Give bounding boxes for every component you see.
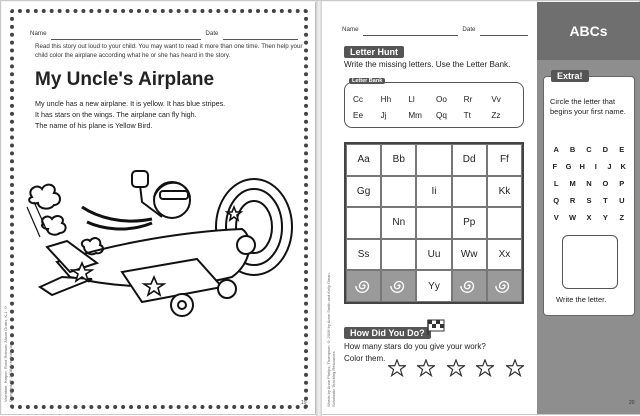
grid-cell-blank[interactable]: [381, 176, 416, 208]
grid-cell: Ii: [416, 176, 451, 208]
alphabet-row: [548, 179, 630, 188]
grid-cell: Kk: [487, 176, 522, 208]
name-label: Name: [30, 30, 47, 37]
letter-bank-box: [344, 78, 524, 128]
grid-cell-blank[interactable]: [346, 207, 381, 239]
alphabet-letter[interactable]: M: [569, 179, 576, 188]
story-line: It has stars on the wings. The airplane can fly high.: [35, 110, 197, 119]
alphabet-row: [548, 162, 630, 171]
alphabet-letter[interactable]: E: [619, 145, 625, 154]
grid-cell: Ww: [452, 239, 487, 271]
story-line: The name of his plane is Yellow Bird.: [35, 121, 153, 130]
how-did-instruction: Color them.: [344, 354, 386, 363]
swirl-cell: [452, 270, 487, 302]
how-did-question: How many stars do you give your work?: [344, 342, 486, 351]
grid-cell-blank[interactable]: [416, 207, 451, 239]
left-page-number: 19: [301, 400, 307, 406]
date-field[interactable]: [223, 39, 298, 40]
grid-cell: Xx: [487, 239, 522, 271]
swirl-cell: [381, 270, 416, 302]
date-label: Date: [205, 30, 219, 37]
rating-star-icon[interactable]: [506, 359, 524, 377]
write-letter-box[interactable]: [562, 235, 618, 289]
alphabet-letter[interactable]: N: [586, 179, 592, 188]
bank-letter: Tt: [463, 111, 471, 120]
extra-alphabet: [548, 145, 630, 230]
alphabet-letter[interactable]: H: [579, 162, 585, 171]
grid-cell: Nn: [381, 207, 416, 239]
grid-cell: Dd: [452, 144, 487, 176]
alphabet-letter[interactable]: B: [569, 145, 576, 154]
abcs-tab: ABCs: [537, 2, 640, 60]
bank-letter: Jj: [380, 111, 387, 120]
bank-letter: Mm: [408, 111, 422, 120]
grid-cell-blank[interactable]: [452, 176, 487, 208]
alphabet-letter[interactable]: J: [607, 162, 612, 171]
instructions: Read this story out loud to your child. You may want to read it more than one time. Then help your child color the airplane according what he or she has heard in the story.: [35, 43, 303, 60]
rating-stars: [388, 359, 531, 382]
right-page: [322, 2, 640, 414]
extra-badge: Extra!: [551, 70, 589, 82]
rating-star-icon[interactable]: [417, 359, 435, 377]
alphabet-letter[interactable]: L: [553, 179, 559, 188]
name-label: Name: [342, 26, 359, 33]
grid-cell: Uu: [416, 239, 451, 271]
bank-letter: Ll: [408, 95, 415, 104]
alphabet-letter[interactable]: W: [569, 213, 577, 222]
grid-cell: Ff: [487, 144, 522, 176]
alphabet-row: [548, 196, 630, 205]
name-field[interactable]: [51, 39, 201, 40]
extra-instruction: Circle the letter that begins your first name.: [550, 97, 626, 116]
alphabet-row: [548, 145, 630, 154]
story-text: [35, 98, 305, 131]
left-side-credit: Valentine, Harper, Rona Robson: Alison Grabs, K-1 © Compiled © 2008 Scholastic Inc.: [3, 305, 13, 402]
alphabet-letter[interactable]: S: [586, 196, 592, 205]
swirl-icon: [495, 277, 513, 295]
bank-letter: Qq: [435, 111, 447, 120]
alphabet-letter[interactable]: X: [586, 213, 592, 222]
grid-cell: Bb: [381, 144, 416, 176]
grid-cell: Yy: [416, 270, 451, 302]
grid-cell: Pp: [452, 207, 487, 239]
alphabet-letter[interactable]: Q: [553, 196, 560, 205]
letter-hunt-instruction: Write the missing letters. Use the Letter Bank.: [344, 60, 511, 69]
alphabet-letter[interactable]: P: [619, 179, 625, 188]
letter-bank-grid: [353, 95, 519, 120]
grid-cell-blank[interactable]: [416, 144, 451, 176]
write-letter-label: Write the letter.: [556, 295, 607, 304]
alphabet-letter[interactable]: C: [586, 145, 592, 154]
alphabet-letter[interactable]: O: [602, 179, 609, 188]
right-side-credit: Words by Anne Phelps, Thompson © 2006 by Anne Smith and Kelly Dinan. Scholastic Teaching Resources: [326, 272, 336, 407]
right-page-number: 20: [629, 400, 635, 406]
right-name-date-line: [342, 18, 532, 36]
story-title: My Uncle's Airplane: [35, 69, 215, 90]
alphabet-letter[interactable]: T: [603, 196, 608, 205]
bank-letter: Hh: [380, 95, 392, 104]
alphabet-letter[interactable]: D: [602, 145, 609, 154]
alphabet-letter[interactable]: R: [569, 196, 576, 205]
how-did-badge: How Did You Do?: [344, 327, 431, 339]
grid-cell-blank[interactable]: [381, 239, 416, 271]
alphabet-letter[interactable]: F: [552, 162, 558, 171]
letter-bank-badge: Letter Bank: [349, 78, 385, 84]
swirl-cell: [346, 270, 381, 302]
bank-letter: Oo: [435, 95, 447, 104]
alphabet-letter[interactable]: V: [553, 213, 559, 222]
alphabet-letter[interactable]: K: [620, 162, 626, 171]
airplane-illustration: [22, 167, 304, 322]
grid-cell: Ss: [346, 239, 381, 271]
alphabet-letter[interactable]: U: [619, 196, 625, 205]
checkered-flag-icon: [426, 318, 448, 336]
letter-hunt-badge: Letter Hunt: [344, 46, 404, 58]
bank-letter: Ee: [353, 111, 364, 120]
left-page: [2, 2, 316, 414]
alphabet-letter[interactable]: G: [565, 162, 572, 171]
rating-star-icon[interactable]: [476, 359, 494, 377]
grid-cell: Aa: [346, 144, 381, 176]
swirl-icon: [355, 277, 373, 295]
swirl-cell: [487, 270, 522, 302]
grid-cell-blank[interactable]: [487, 207, 522, 239]
story-line: My uncle has a new airplane. It is yellow. It has blue stripes.: [35, 99, 226, 108]
alphabet-letter[interactable]: A: [553, 145, 559, 154]
grid-cell: Gg: [346, 176, 381, 208]
rating-star-icon[interactable]: [447, 359, 465, 377]
alphabet-letter[interactable]: Z: [619, 213, 625, 222]
alphabet-letter[interactable]: I: [594, 162, 597, 171]
bank-letter: Rr: [463, 95, 473, 104]
bank-letter: Cc: [353, 95, 364, 104]
alphabet-letter[interactable]: Y: [602, 213, 608, 222]
swirl-icon: [390, 277, 408, 295]
alphabet-row: [548, 213, 630, 222]
bank-letter: Vv: [491, 95, 501, 104]
date-label: Date: [462, 26, 476, 33]
swirl-icon: [460, 277, 478, 295]
date-field[interactable]: [480, 35, 528, 36]
rating-star-icon[interactable]: [388, 359, 406, 377]
alphabet-grid: [344, 142, 524, 304]
bank-letter: Zz: [491, 111, 501, 120]
extra-box: [543, 76, 635, 316]
abcs-sidebar: [537, 2, 640, 414]
name-field[interactable]: [363, 35, 458, 36]
name-date-line: [30, 22, 300, 40]
